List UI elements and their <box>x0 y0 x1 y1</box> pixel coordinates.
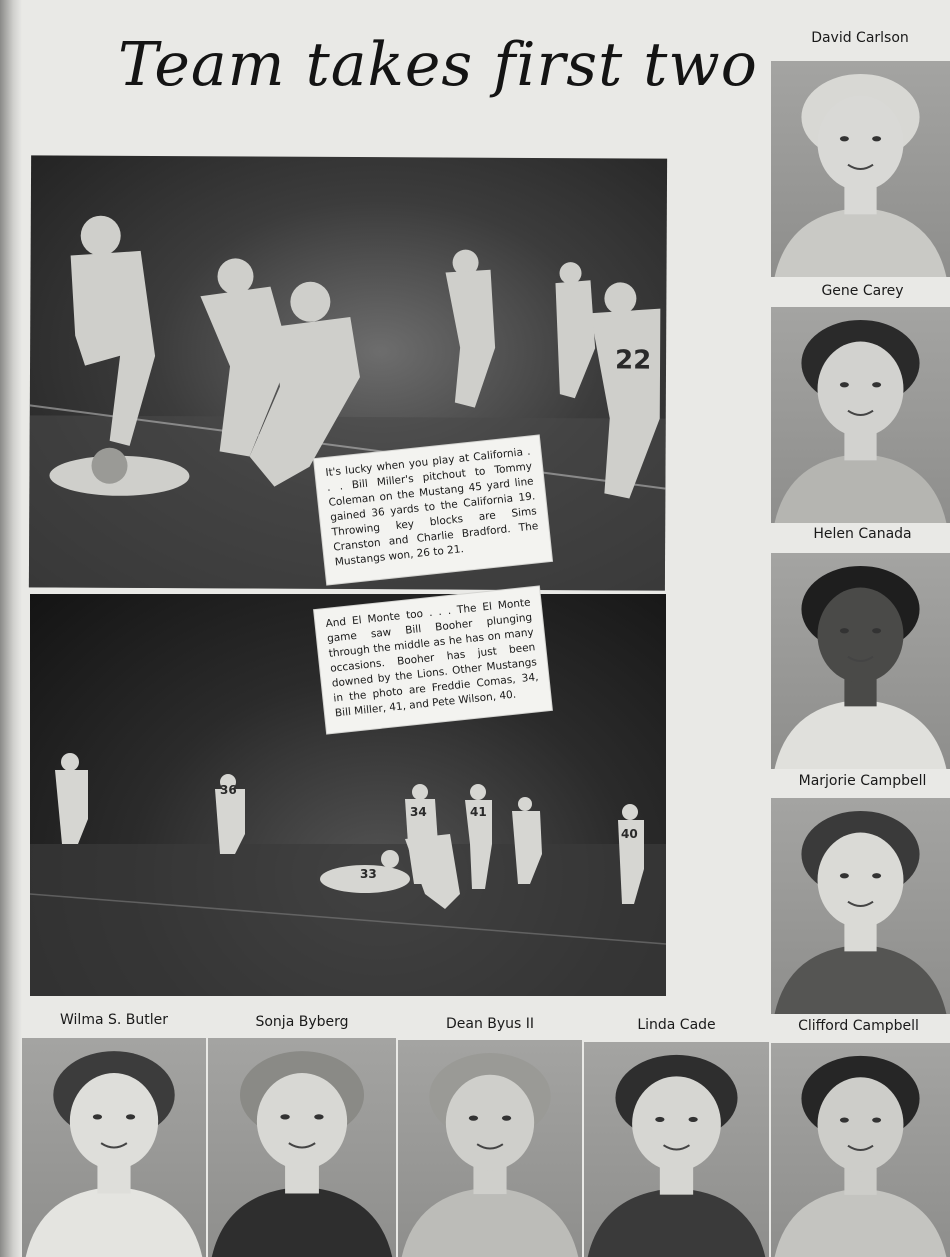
face <box>818 1077 904 1171</box>
portrait-photo-art <box>22 1038 206 1257</box>
jersey-number: 41 <box>470 805 487 819</box>
eye <box>872 382 881 387</box>
eye <box>872 1117 881 1122</box>
eye <box>689 1117 698 1122</box>
jersey-number: 33 <box>360 867 377 881</box>
jersey-number: 34 <box>410 805 427 819</box>
jersey-number: 22 <box>614 345 652 376</box>
eye <box>93 1114 102 1119</box>
caption-california-game: It's lucky when you play at California . . . Bill Miller's pitchout to Tommy Coleman on the Mustang 45 yard line gained 36 yards to the California 19. Throwing key blocks are Sims Cranston and Charlie Bradford. The Mustangs won, 26 to 21. <box>314 436 552 585</box>
jersey-number: 40 <box>621 827 638 841</box>
shoulders <box>402 1188 579 1257</box>
portrait-photo-art <box>771 61 950 277</box>
portrait-name: Linda Cade <box>637 1017 716 1033</box>
face <box>818 342 904 437</box>
eye <box>280 1114 289 1119</box>
eye <box>872 873 881 878</box>
eye <box>502 1116 511 1121</box>
eye <box>126 1114 135 1119</box>
page-headline: Team takes first two <box>118 30 758 100</box>
shoulders <box>775 1189 947 1257</box>
student-portrait <box>398 1040 582 1257</box>
eye <box>840 1117 849 1122</box>
shoulders <box>26 1187 203 1257</box>
portrait-photo-art <box>771 798 950 1014</box>
student-portrait <box>22 1038 206 1257</box>
student-portrait <box>208 1038 396 1257</box>
face <box>632 1076 721 1171</box>
caption-el-monte-game: And El Monte too . . . The El Monte game saw Bill Booher plunging through the middle as he has on many occasions. Booher has just been downed by the Lions. Other Mustangs in the photo are Freddie Comas, 34, Bill Miller, 41, and Pete Wilson, 40. <box>314 587 552 734</box>
face <box>257 1073 347 1169</box>
shoulders <box>775 945 947 1014</box>
face <box>818 833 904 928</box>
portrait-name: Clifford Campbell <box>798 1018 919 1034</box>
shoulders <box>775 454 947 523</box>
shoulders <box>775 208 947 277</box>
portrait-name: Gene Carey <box>821 283 904 299</box>
eye <box>469 1116 478 1121</box>
eye <box>655 1117 664 1122</box>
face <box>818 96 904 191</box>
eye <box>872 628 881 633</box>
eye <box>840 628 849 633</box>
face <box>70 1073 158 1169</box>
eye <box>840 873 849 878</box>
student-portrait <box>771 798 950 1014</box>
shoulders <box>775 700 947 769</box>
student-portrait <box>584 1042 769 1257</box>
jersey-number: 36 <box>220 783 237 797</box>
portrait-photo-art <box>208 1038 396 1257</box>
portrait-name: Marjorie Campbell <box>798 773 927 789</box>
face <box>818 588 904 683</box>
portrait-name: Sonja Byberg <box>255 1014 349 1030</box>
eye <box>314 1114 323 1119</box>
portrait-photo-art <box>771 553 950 769</box>
student-portrait <box>771 307 950 523</box>
portrait-photo-art <box>584 1042 769 1257</box>
portrait-photo-art <box>398 1040 582 1257</box>
eye <box>840 136 849 141</box>
portrait-name: Dean Byus II <box>445 1016 535 1032</box>
page-binding-shadow <box>0 0 22 1257</box>
face <box>446 1075 534 1170</box>
shoulders <box>212 1187 392 1257</box>
portrait-name: David Carlson <box>811 30 909 46</box>
student-portrait <box>771 553 950 769</box>
portrait-photo-art <box>771 1043 950 1257</box>
portrait-name: Wilma S. Butler <box>60 1012 168 1028</box>
eye <box>872 136 881 141</box>
eye <box>840 382 849 387</box>
shoulders <box>588 1188 766 1257</box>
student-portrait <box>771 1043 950 1257</box>
portrait-name: Helen Canada <box>813 526 912 542</box>
portrait-photo-art <box>771 307 950 523</box>
student-portrait <box>771 61 950 277</box>
